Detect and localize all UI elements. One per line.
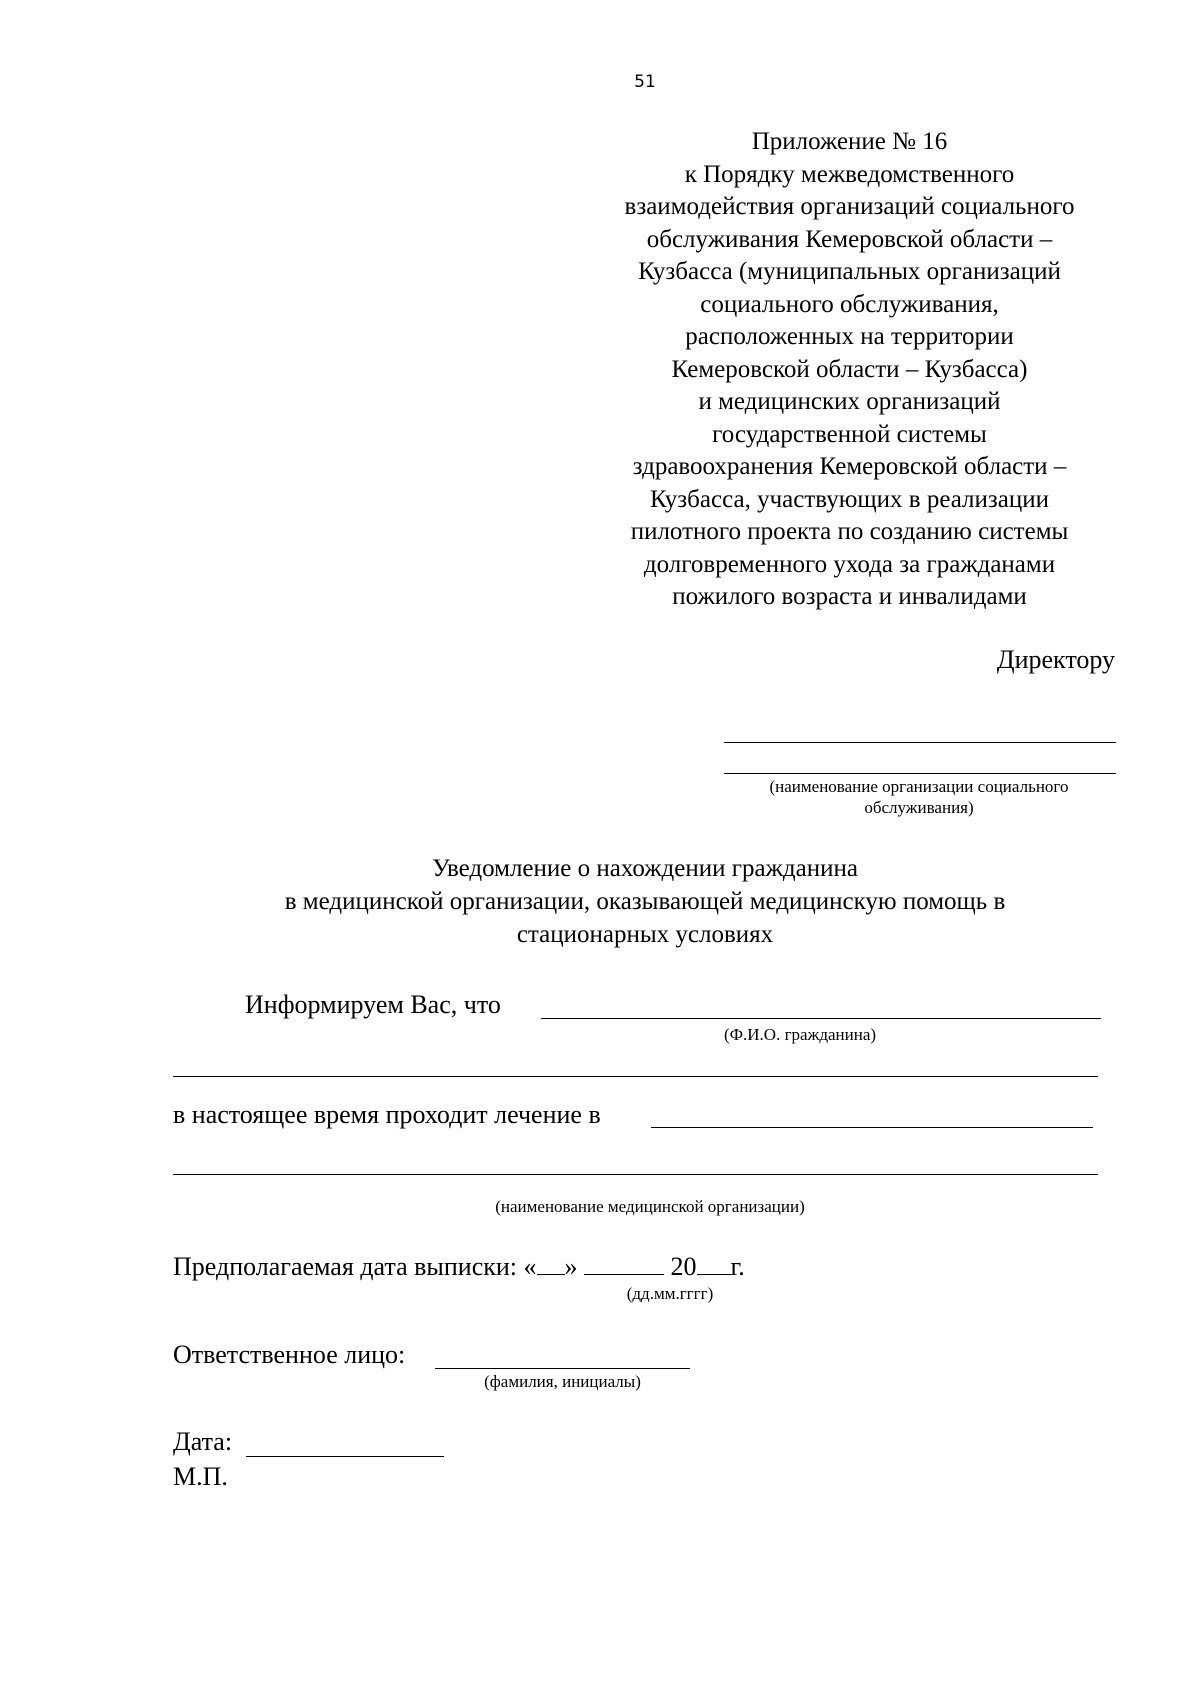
appendix-line: и медицинских организаций [698, 388, 1001, 415]
appendix-line: социального обслуживания, [700, 290, 999, 318]
appendix-line: пожилого возраста и инвалидами [672, 583, 1027, 610]
org-caption-line: (наименование организации социального [769, 777, 1069, 796]
discharge-month-blank [584, 1252, 664, 1275]
discharge-year-prefix: 20 [670, 1252, 697, 1281]
med-org-caption: (наименование медицинской организации) [495, 1197, 805, 1216]
org-name-line-2 [724, 773, 1116, 774]
appendix-line: обслуживания Кемеровской области – [646, 225, 1053, 253]
appendix-line: расположенных на территории [685, 323, 1014, 350]
org-caption-line: обслуживания) [864, 798, 974, 817]
date-line [246, 1456, 444, 1457]
appendix-line: государственной системы [712, 420, 987, 448]
notice-title [150, 852, 1140, 951]
title-line: в медицинской организации, оказывающей медицинскую помощь в [284, 888, 1006, 915]
citizen-name-line [541, 1018, 1101, 1019]
discharge-day-blank [537, 1252, 565, 1275]
director-label: Директору [996, 645, 1115, 674]
appendix-line: к Порядку межведомственного [684, 160, 1015, 188]
appendix-line: Приложение № 16 [751, 128, 948, 155]
title-line: Уведомление о нахождении гражданина [432, 855, 858, 882]
date-label: Дата: [173, 1427, 233, 1456]
discharge-year-blank [697, 1252, 731, 1275]
page-number: 51 [634, 72, 656, 92]
citizen-name-line-2 [173, 1076, 1098, 1077]
responsible-caption: (фамилия, инициалы) [484, 1372, 641, 1391]
discharge-date-row [173, 1252, 745, 1282]
treatment-text: в настоящее время проходит лечение в [173, 1100, 601, 1129]
org-name-caption [724, 776, 1114, 818]
discharge-label: Предполагаемая дата выписки: « [173, 1252, 537, 1281]
responsible-person-line [435, 1368, 690, 1369]
title-line: стационарных условиях [516, 921, 774, 948]
date-format-caption: (дд.мм.гггг) [626, 1284, 714, 1303]
appendix-line: Кузбасса, участвующих в реализации [649, 485, 1049, 513]
citizen-name-caption: (Ф.И.О. гражданина) [723, 1025, 877, 1044]
appendix-line: пилотного проекта по созданию системы [630, 518, 1069, 545]
appendix-line: взаимодействия организаций социального [624, 193, 1075, 220]
discharge-quote: » [564, 1252, 578, 1281]
appendix-line: Кемеровской области – Кузбасса) [671, 355, 1028, 383]
med-org-line-2 [173, 1174, 1098, 1175]
responsible-label: Ответственное лицо: [173, 1340, 406, 1369]
med-org-line-1 [651, 1127, 1093, 1128]
appendix-line: Кузбасса (муниципальных организаций [638, 258, 1061, 285]
appendix-header [592, 126, 1107, 614]
discharge-year-suffix: г. [730, 1252, 745, 1281]
stamp-label: М.П. [173, 1462, 228, 1491]
org-name-line-1 [724, 742, 1116, 743]
appendix-line: здравоохранения Кемеровской области – [632, 453, 1067, 480]
appendix-line: долговременного ухода за гражданами [643, 550, 1056, 578]
inform-text: Информируем Вас, что [245, 990, 501, 1019]
